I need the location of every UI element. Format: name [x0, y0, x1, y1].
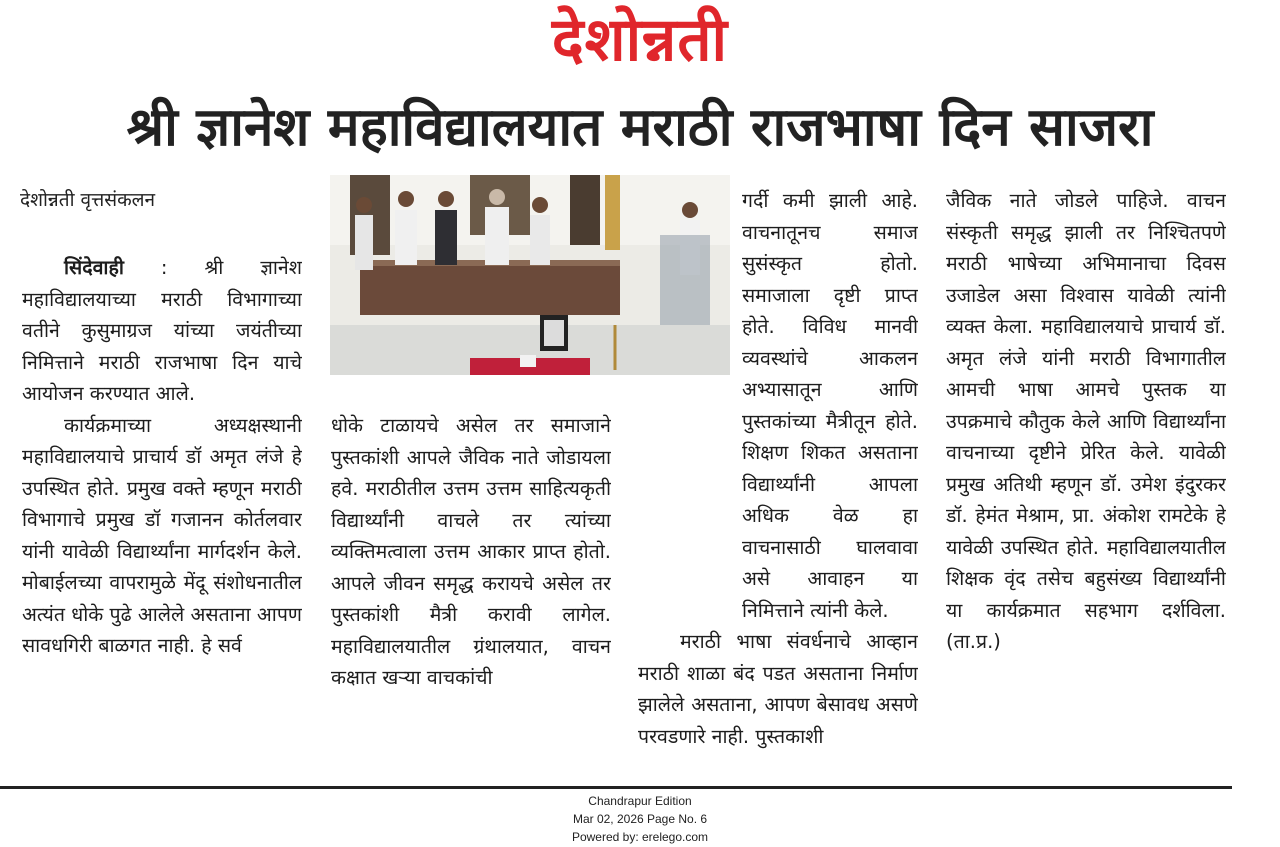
article-column-4: [946, 185, 1226, 775]
edition-date-page: Mar 02, 2026 Page No. 6: [572, 812, 708, 826]
article-paragraph: जैविक नाते जोडले पाहिजे. वाचन संस्कृती समृद्ध झाली तर निश्चितपणे मराठी भाषेच्या अभिमानाचा दिवस उजाडेल असा विश्वास यावेळी त्यांनी व्यक्त केला. महाविद्यालयाचे प्राचार्य डॉ. अमृत लंजे यांनी मराठी विभागातील आमची भाषा आमचे पुस्तक या उपक्रमाचे कौतुक केले आणि विद्यार्थ्यांना वाचनाच्या दृष्टीने प्रेरित केले. यावेळी प्रमुख अतिथी म्हणून डॉ. उमेश इंदुरकर डॉ. हेमंत मेश्राम, प्रा. अंकोश रामटेके हे यावेळी उपस्थित होते. महाविद्यालयातील शिक्षक वृंद तसेच बहुसंख्य विद्यार्थ्यांनी या कार्यक्रमात सहभाग दर्शविला.(ता.प्र.): [946, 189, 1226, 653]
edition-footer: [0, 792, 1280, 846]
article-column-1: [22, 252, 302, 772]
article-column-2: [331, 410, 611, 772]
article-paragraph: धोके टाळायचे असेल तर समाजाने पुस्तकांशी आपले जैविक नाते जोडायला हवे. मराठीतील उत्तम उत्तम साहित्यकृती विद्यार्थ्यांनी वाचले तर त्यांच्या व्यक्तिमत्वाला उत्तम आकार प्राप्त होतो. आपले जीवन समृद्ध करायचे असेल तर पुस्तकांशी मैत्री करावी लागेल. महाविद्यालयातील ग्रंथालयात, वाचन कक्षात खऱ्या वाचकांची: [331, 414, 611, 689]
dateline-place: सिंदेवाही: [64, 256, 124, 279]
article-column-3: [638, 185, 918, 775]
article-byline: देशोन्नती वृत्तसंकलन: [20, 189, 156, 211]
paragraph-text: : श्री ज्ञानेश महाविद्यालयाच्या मराठी विभागाच्या वतीने कुसुमाग्रज यांच्या जयंतीच्या निमित्ताने मराठी राजभाषा दिन याचे आयोजन करण्यात आले.: [22, 256, 302, 405]
article-paragraph: [22, 252, 302, 410]
edition-name: Chandrapur Edition: [588, 794, 692, 808]
footer-divider: [0, 786, 1232, 789]
article-headline: श्री ज्ञानेश महाविद्यालयात मराठी राजभाषा दिन साजरा: [126, 97, 1154, 158]
article-paragraph: गर्दी कमी झाली आहे. वाचनातूनच समाज सुसंस्कृत होतो. समाजाला दृष्टी प्राप्त होते. विविध मानवी व्यवस्थांचे आकलन अभ्यासातून आणि पुस्तकांच्या मैत्रीतून होते. शिक्षण शिकत असताना विद्यार्थ्यांनी आपला अधिक वेळ हा वाचनासाठी घालवावा असे आवाहन या निमित्ताने त्यांनी केले.: [742, 189, 918, 622]
newspaper-masthead: देशोन्नती: [551, 5, 729, 75]
powered-by: Powered by: erelego.com: [571, 830, 709, 844]
article-paragraph: कार्यक्रमाच्या अध्यक्षस्थानी महाविद्यालयाचे प्राचार्य डॉ अमृत लंजे हे उपस्थित होते. प्रमुख वक्ते म्हणून मराठी विभागाचे प्रमुख डॉ गजानन कोर्तलवार यांनी यावेळी विद्यार्थ्यांना मार्गदर्शन केले. मोबाईलच्या वापरामुळे मेंदू संशोधनातील अत्यंत धोके पुढे आलेले असताना आपण सावधगिरी बाळगत नाही. हे सर्व: [22, 413, 302, 657]
article-paragraph: मराठी भाषा संवर्धनाचे आव्हान मराठी शाळा बंद पडत असताना निर्माण झालेले असताना, आपण बेसावध असणे परवडणारे नाही. पुस्तकाशी: [638, 630, 918, 748]
